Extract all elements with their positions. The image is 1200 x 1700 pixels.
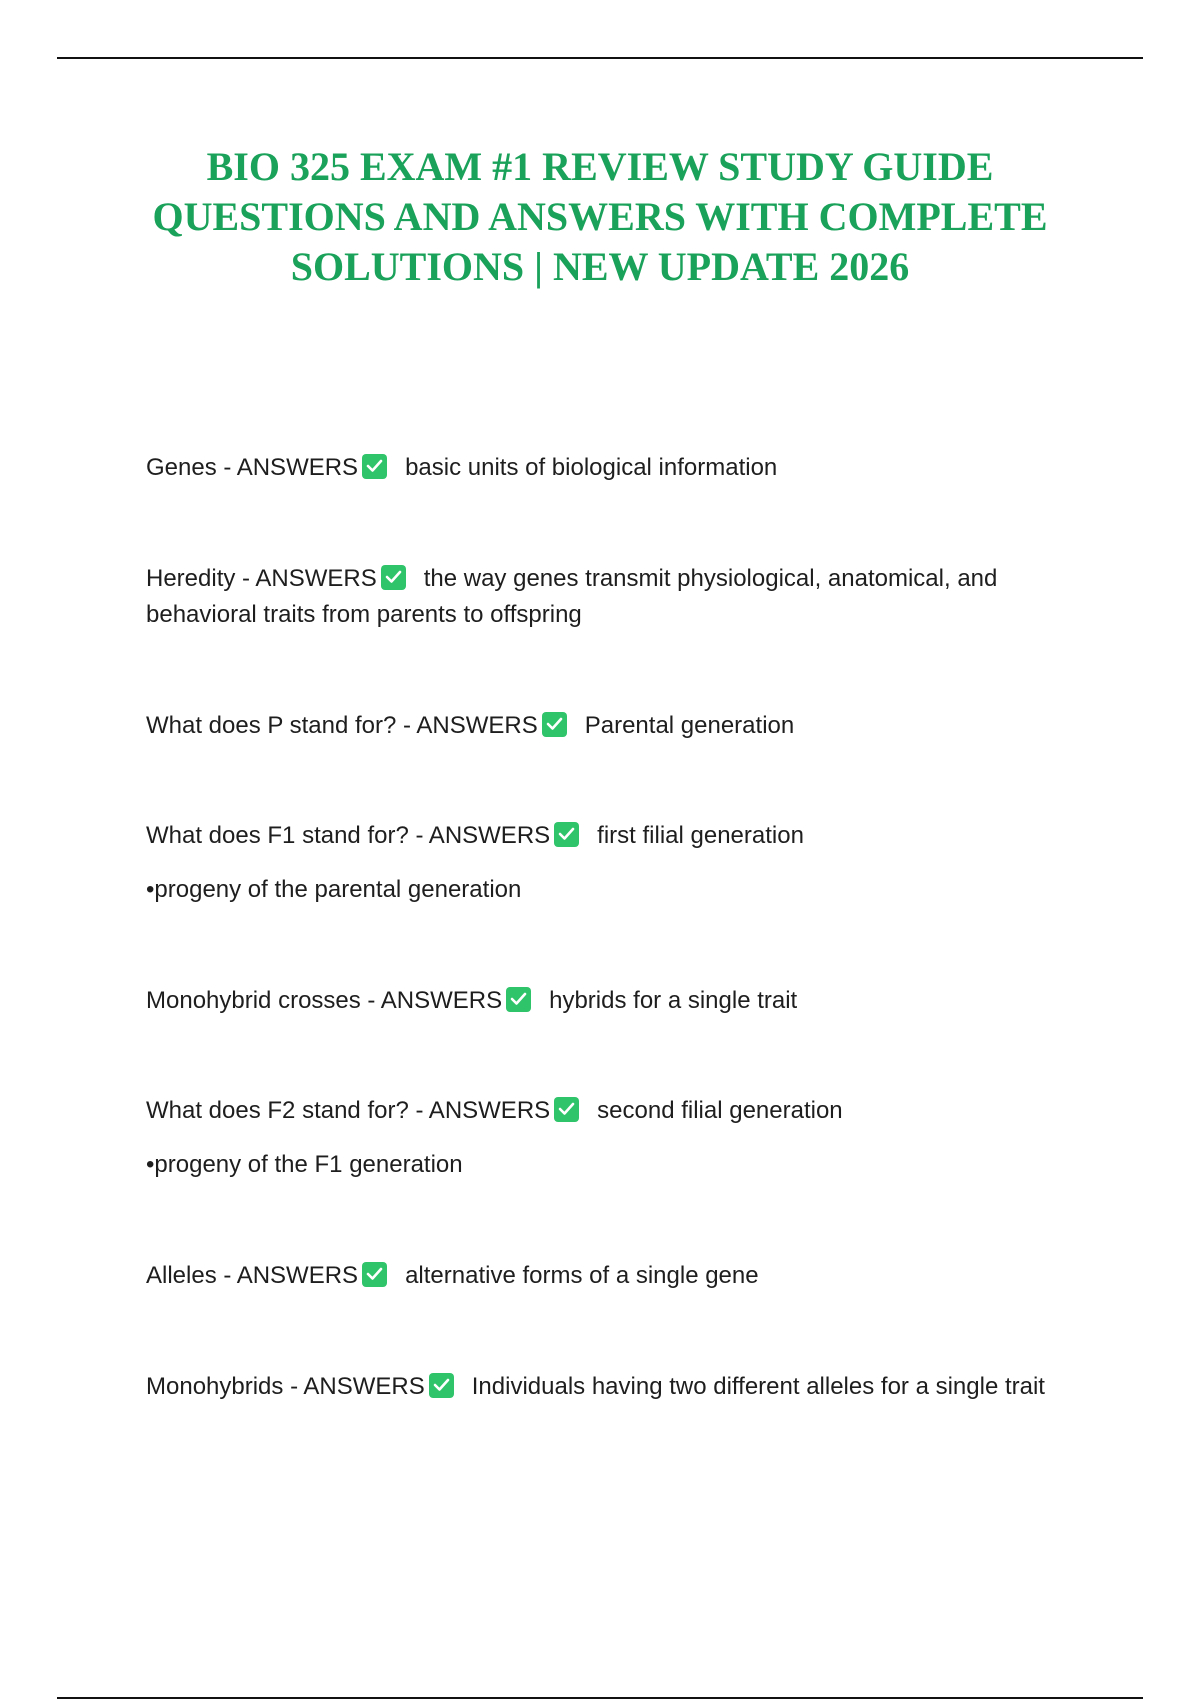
check-box-icon bbox=[506, 987, 531, 1012]
question-text: What does F1 stand for? - ANSWERS bbox=[146, 822, 551, 849]
top-rule bbox=[57, 57, 1143, 59]
answer-text: the way genes transmit physiological, anatomical, and behavioral traits from parents to offspring bbox=[146, 565, 998, 628]
check-box-icon bbox=[429, 1373, 454, 1398]
answer-text: Individuals having two different alleles for a single trait bbox=[471, 1373, 1045, 1400]
check-box-icon bbox=[362, 454, 387, 479]
question-text: Heredity - ANSWERS bbox=[146, 565, 377, 592]
qa-item bbox=[146, 818, 1076, 908]
answer-text: first filial generation bbox=[597, 822, 804, 849]
question-text: Monohybrid crosses - ANSWERS bbox=[146, 987, 503, 1014]
document-title bbox=[120, 142, 1080, 292]
answer-text: hybrids for a single trait bbox=[549, 987, 798, 1014]
title-line: BIO 325 EXAM #1 REVIEW STUDY GUIDE bbox=[206, 144, 994, 189]
qa-item bbox=[146, 1369, 1076, 1405]
question-text: Genes - ANSWERS bbox=[146, 454, 359, 481]
title-line: SOLUTIONS | NEW UPDATE 2026 bbox=[290, 244, 910, 289]
question-text: Alleles - ANSWERS bbox=[146, 1262, 359, 1289]
title-line: QUESTIONS AND ANSWERS WITH COMPLETE bbox=[152, 194, 1048, 239]
bottom-rule bbox=[57, 1697, 1143, 1699]
answer-text: basic units of biological information bbox=[405, 454, 778, 481]
qa-item bbox=[146, 1093, 1076, 1183]
qa-item bbox=[146, 983, 1076, 1019]
check-box-icon bbox=[554, 822, 579, 847]
qa-item bbox=[146, 708, 1076, 744]
check-box-icon bbox=[362, 1262, 387, 1287]
answer-note: •progeny of the F1 generation bbox=[146, 1151, 463, 1178]
check-box-icon bbox=[554, 1097, 579, 1122]
answer-note: •progeny of the parental generation bbox=[146, 876, 522, 903]
qa-item bbox=[146, 450, 1076, 486]
question-text: What does F2 stand for? - ANSWERS bbox=[146, 1097, 551, 1124]
qa-item bbox=[146, 561, 1076, 633]
check-box-icon bbox=[381, 565, 406, 590]
qa-item bbox=[146, 1258, 1076, 1294]
question-text: Monohybrids - ANSWERS bbox=[146, 1373, 425, 1400]
question-text: What does P stand for? - ANSWERS bbox=[146, 712, 538, 739]
answer-text: alternative forms of a single gene bbox=[405, 1262, 759, 1289]
check-box-icon bbox=[542, 712, 567, 737]
answer-text: second filial generation bbox=[597, 1097, 843, 1124]
answer-text: Parental generation bbox=[584, 712, 795, 739]
